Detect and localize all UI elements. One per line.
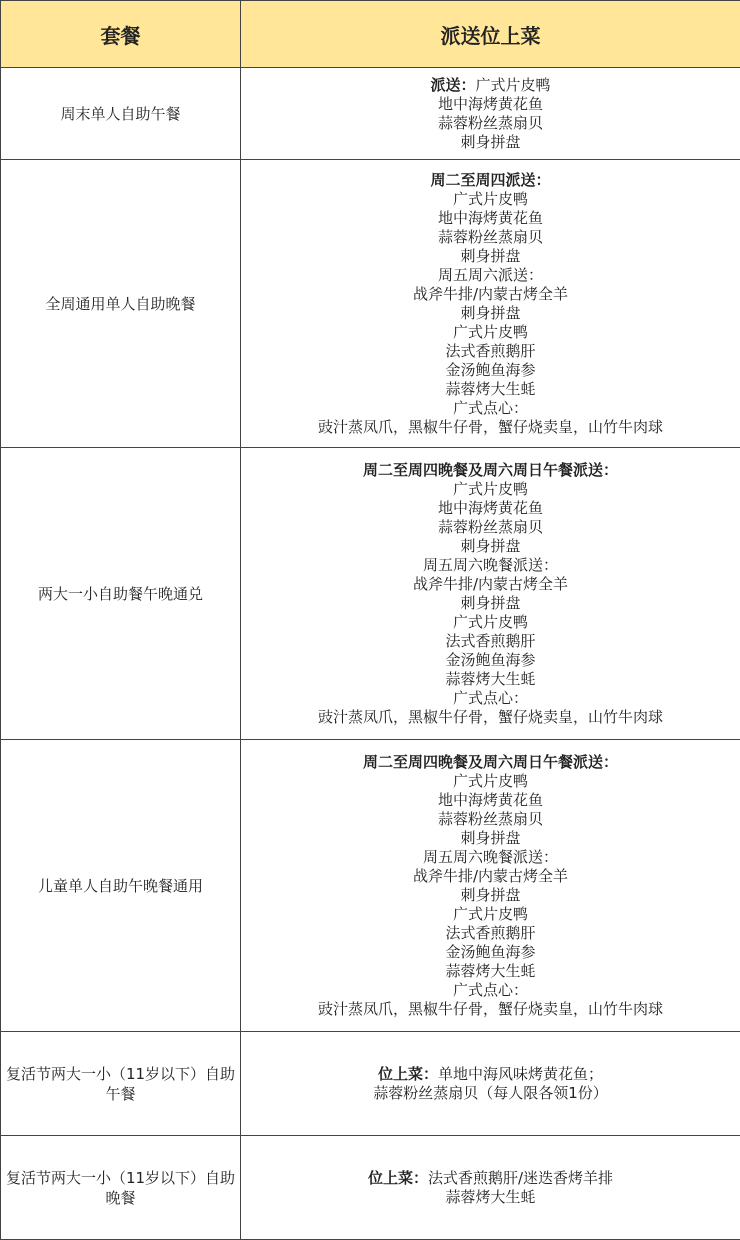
dish-line [241, 1000, 740, 1019]
dish-line [241, 399, 740, 418]
package-name: 复活节两大一小（11岁以下）自助晚餐 [1, 1136, 241, 1240]
dish-line [241, 418, 740, 437]
dish-line-text: 广式点心： [452, 688, 528, 707]
table-row [1, 1032, 740, 1136]
dish-line [241, 518, 740, 537]
dish-line-text: 单地中海风味烤黄花鱼； [438, 1064, 604, 1083]
dish-line [241, 380, 740, 399]
dish-line-text: 蒜蓉粉丝蒸扇贝（每人限各领1份） [373, 1083, 608, 1102]
dish-line [241, 829, 740, 848]
dish-line-text: 蒜蓉烤大生蚝 [445, 1187, 536, 1206]
dish-line-text: 周五周六晚餐派送： [422, 555, 558, 574]
dish-line-text: 金汤鲍鱼海参 [445, 650, 536, 669]
package-name: 周末单人自助午餐 [1, 68, 241, 160]
dish-line [241, 708, 740, 727]
table-row [1, 740, 740, 1032]
dish-line-text: 广式点心： [452, 398, 528, 417]
dish-line-heading: 周二至周四晚餐及周六周日午餐派送： [362, 460, 618, 479]
dish-line [241, 867, 740, 886]
dish-line-text: 战斧牛排/内蒙古烤全羊 [412, 284, 569, 303]
dish-line [241, 461, 740, 480]
header-package: 套餐 [1, 1, 241, 68]
dish-line-text: 豉汁蒸凤爪，黑椒牛仔骨，蟹仔烧卖皇，山竹牛肉球 [317, 707, 663, 726]
dish-line [241, 323, 740, 342]
dish-line-text: 广式片皮鸭 [452, 479, 528, 498]
dish-line-text: 豉汁蒸凤爪，黑椒牛仔骨，蟹仔烧卖皇，山竹牛肉球 [317, 999, 663, 1018]
dish-line [241, 266, 740, 285]
dish-line-text: 地中海烤黄花鱼 [437, 208, 543, 227]
dish-line [241, 791, 740, 810]
dish-line-text: 刺身拼盘 [460, 303, 521, 322]
dish-line [241, 342, 740, 361]
dish-line [241, 772, 740, 791]
dish-line [241, 285, 740, 304]
table-row [1, 448, 740, 740]
dish-line [241, 133, 740, 152]
table-row [1, 1136, 740, 1240]
dish-list [241, 1032, 740, 1136]
dish-line-text: 蒜蓉粉丝蒸扇贝 [437, 227, 543, 246]
dish-line-text: 金汤鲍鱼海参 [445, 942, 536, 961]
dish-line [241, 209, 740, 228]
dish-line [241, 1169, 740, 1188]
dish-line-text: 法式香煎鹅肝 [445, 631, 536, 650]
dish-line-text: 法式香煎鹅肝 [445, 341, 536, 360]
dish-line [241, 924, 740, 943]
dish-line [241, 981, 740, 1000]
dish-line [241, 304, 740, 323]
dish-list [241, 740, 740, 1032]
dish-line-text: 蒜蓉烤大生蚝 [445, 669, 536, 688]
dish-line-text: 法式香煎鹅肝/迷迭香烤羊排 [427, 1168, 614, 1187]
dish-line [241, 556, 740, 575]
dish-line-text: 周五周六派送： [437, 265, 543, 284]
dish-line-heading: 周二至周四晚餐及周六周日午餐派送： [362, 752, 618, 771]
dish-line-text: 地中海烤黄花鱼 [437, 94, 543, 113]
dish-line [241, 886, 740, 905]
dish-line [241, 171, 740, 190]
dish-list [241, 1136, 740, 1240]
dish-line-heading: 位上菜： [377, 1064, 438, 1083]
dish-line [241, 962, 740, 981]
dish-line-text: 广式片皮鸭 [452, 322, 528, 341]
dish-list [241, 448, 740, 740]
dish-line [241, 810, 740, 829]
dish-line-text: 战斧牛排/内蒙古烤全羊 [412, 866, 569, 885]
dish-line [241, 480, 740, 499]
dish-line-text: 广式片皮鸭 [452, 612, 528, 631]
dish-line [241, 1188, 740, 1207]
dish-line [241, 114, 740, 133]
dish-line [241, 848, 740, 867]
dish-line-text: 刺身拼盘 [460, 246, 521, 265]
dish-line-text: 蒜蓉粉丝蒸扇贝 [437, 517, 543, 536]
dish-line-text: 广式点心： [452, 980, 528, 999]
dish-line-heading: 派送： [430, 75, 476, 94]
dish-line-heading: 位上菜： [367, 1168, 428, 1187]
dish-line [241, 943, 740, 962]
dish-line-heading: 周二至周四派送： [430, 170, 551, 189]
dish-line-text: 蒜蓉烤大生蚝 [445, 379, 536, 398]
dish-line [241, 95, 740, 114]
package-name: 两大一小自助餐午晚通兑 [1, 448, 241, 740]
dish-line-text: 刺身拼盘 [460, 593, 521, 612]
dish-line-text: 刺身拼盘 [460, 828, 521, 847]
header-dishes: 派送位上菜 [241, 1, 740, 68]
dish-line [241, 651, 740, 670]
dish-line [241, 361, 740, 380]
dish-line [241, 190, 740, 209]
dish-line-text: 广式片皮鸭 [452, 189, 528, 208]
dish-line [241, 670, 740, 689]
dish-line-text: 刺身拼盘 [460, 536, 521, 555]
dish-line [241, 575, 740, 594]
dish-line-text: 法式香煎鹅肝 [445, 923, 536, 942]
dish-line-text: 广式片皮鸭 [452, 904, 528, 923]
dish-line-text: 广式片皮鸭 [452, 771, 528, 790]
dish-line [241, 1084, 740, 1103]
dish-line-text: 蒜蓉粉丝蒸扇贝 [437, 113, 543, 132]
dish-line [241, 689, 740, 708]
dish-line-text: 蒜蓉烤大生蚝 [445, 961, 536, 980]
dish-line-text: 金汤鲍鱼海参 [445, 360, 536, 379]
dish-line-text: 地中海烤黄花鱼 [437, 498, 543, 517]
dish-line [241, 76, 740, 95]
dish-line-text: 豉汁蒸凤爪，黑椒牛仔骨，蟹仔烧卖皇，山竹牛肉球 [317, 417, 663, 436]
header-row [1, 1, 740, 68]
dish-list [241, 68, 740, 160]
table-row [1, 160, 740, 448]
dish-line [241, 613, 740, 632]
dish-line-text: 蒜蓉粉丝蒸扇贝 [437, 809, 543, 828]
dish-list [241, 160, 740, 448]
dish-line-text: 地中海烤黄花鱼 [437, 790, 543, 809]
dish-line [241, 594, 740, 613]
package-name: 全周通用单人自助晚餐 [1, 160, 241, 448]
dish-line [241, 228, 740, 247]
dish-line [241, 247, 740, 266]
dish-line-text: 刺身拼盘 [460, 132, 521, 151]
dish-line [241, 499, 740, 518]
dish-line-text: 刺身拼盘 [460, 885, 521, 904]
dish-line-text: 广式片皮鸭 [475, 75, 551, 94]
dish-line-text: 周五周六晚餐派送： [422, 847, 558, 866]
package-name: 儿童单人自助午晚餐通用 [1, 740, 241, 1032]
dish-line [241, 905, 740, 924]
dish-line [241, 1065, 740, 1084]
dish-line [241, 753, 740, 772]
dish-line [241, 537, 740, 556]
dish-line-text: 战斧牛排/内蒙古烤全羊 [412, 574, 569, 593]
package-name: 复活节两大一小（11岁以下）自助午餐 [1, 1032, 241, 1136]
dish-line [241, 632, 740, 651]
table-row [1, 68, 740, 160]
